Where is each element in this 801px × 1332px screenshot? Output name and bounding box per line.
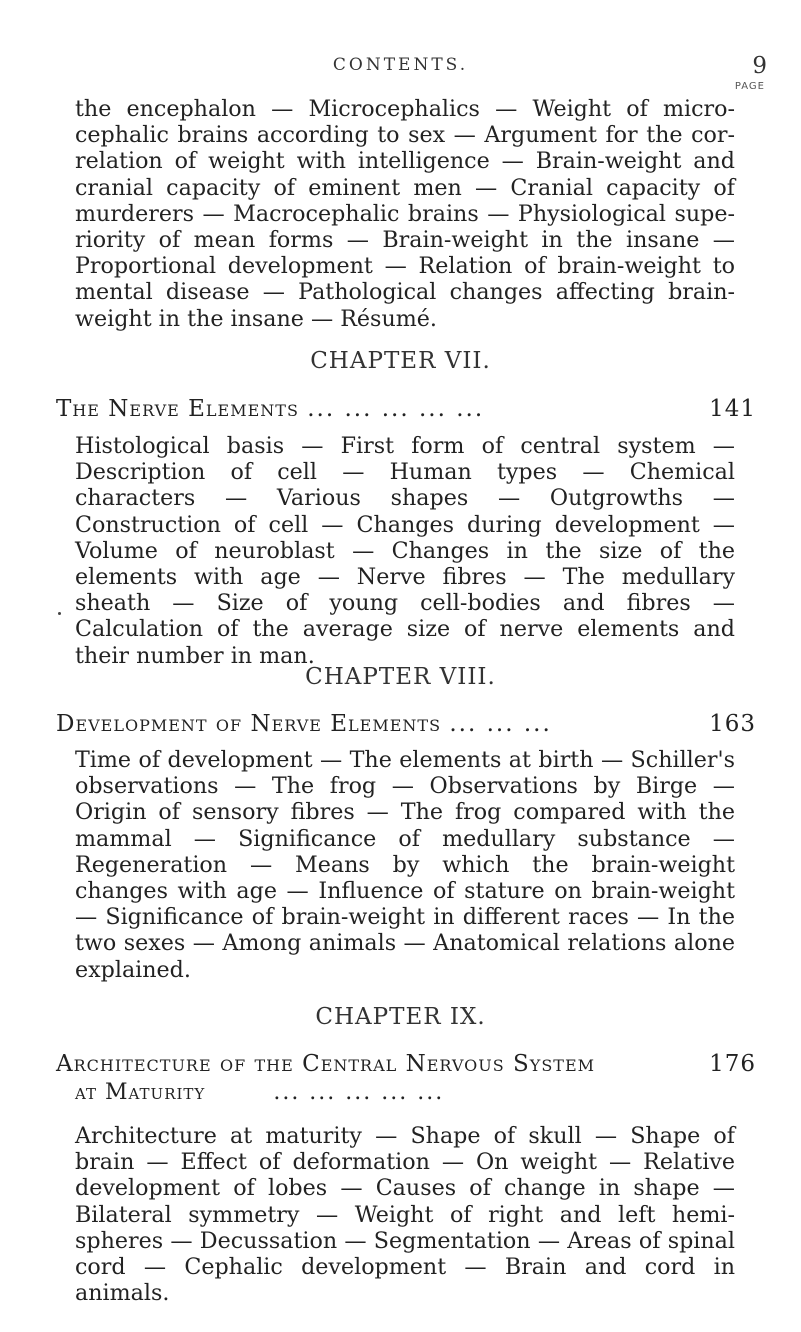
chapter-heading: CHAPTER IX. [315, 1004, 486, 1030]
margin-mark [58, 612, 61, 615]
chapter-page-number: 163 [709, 711, 756, 737]
chapter-summary: Time of development — The elements at birth — Schiller's observations — The frog — Observations by Birge — Origin of sensory fibres — The frog compared with the mammal — Significance of medullary substance — Regeneration — Means by which the brain-weight changes with age — Influence of stature on brain-weight — Significance of brain-weight in different races — In the two sexes — Among animals — Anatomical relations alone explained. [75, 747, 735, 983]
dot-leader: ... ... ... ... ... [273, 1080, 445, 1105]
running-head [0, 55, 801, 81]
chapter-summary: Architecture at maturity — Shape of skull — Shape of brain — Effect of deformation — On weight — Relative development of lobes — Causes of change in shape — Bilateral symmetry — Weight of right and left hemi-spheres — Decussation — Segmentation — Areas of spinal cord — Cephalic development — Brain and cord in animals. [75, 1123, 735, 1307]
page-number: 9 [752, 53, 767, 79]
chapter-title-row[interactable] [56, 711, 756, 737]
chapter-title-continued-row [75, 1080, 755, 1105]
chapter-heading: CHAPTER VIII. [305, 664, 496, 690]
chapter-page-number: 176 [709, 1051, 756, 1077]
chapter-title-row[interactable] [56, 1051, 756, 1077]
dot-leader: ... ... ... ... ... [307, 396, 485, 422]
running-title: CONTENTS. [332, 55, 469, 75]
page-column-label: PAGE [734, 81, 765, 92]
chapter-title: Architecture of the Central Nervous System [56, 1051, 596, 1077]
chapter-title: The Nerve Elements [56, 396, 299, 422]
chapter-title: Development of Nerve Elements [56, 711, 442, 737]
dot-leader: ... ... ... [449, 711, 552, 737]
chapter-page-number: 141 [709, 396, 756, 422]
chapter-title-continued: at Maturity [75, 1080, 206, 1105]
chapter-title-row[interactable] [56, 396, 756, 422]
intro-paragraph: the encephalon — Microcephalics — Weight of micro-cephalic brains according to sex — Argument for the cor-relation of weight with intelligence — Brain-weight and cranial capacity of eminent men — Cranial capacity of murderers — Macrocephalic brains — Physiological supe-riority of mean forms — Brain-weight in the insane — Proportional development — Relation of brain-weight to mental disease — Pathological changes affecting brain-weight in the insane — Résumé. [75, 96, 735, 332]
chapter-heading: CHAPTER VII. [310, 348, 491, 374]
chapter-summary: Histological basis — First form of central system — Description of cell — Human types — Chemical characters — Various shapes — Outgrowths — Construction of cell — Changes during development — Volume of neuroblast — Changes in the size of the elements with age — Nerve fibres — The medullary sheath — Size of young cell-bodies and fibres — Calculation of the average size of nerve elements and their number in man. [75, 433, 735, 669]
